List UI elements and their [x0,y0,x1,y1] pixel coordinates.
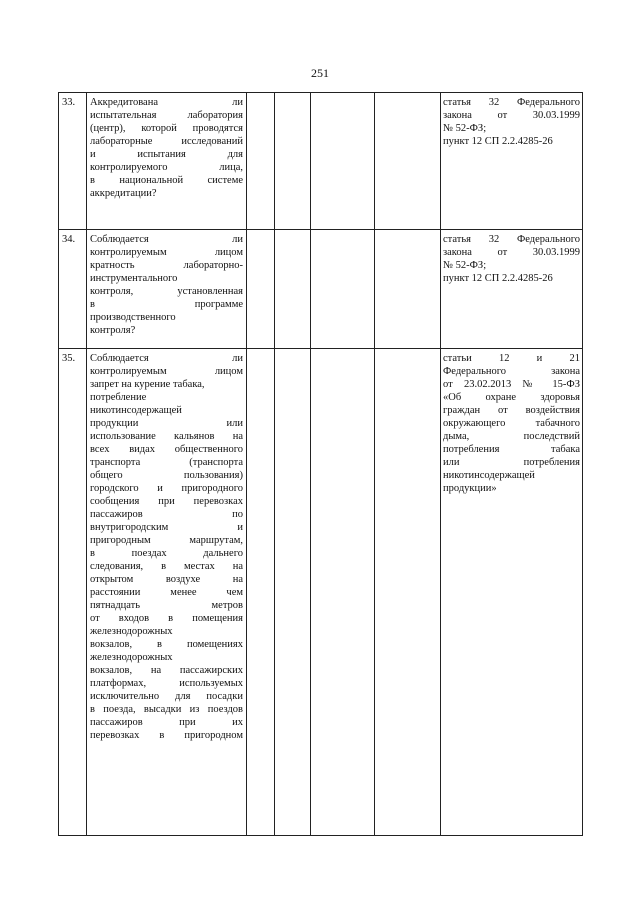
question-line: Аккредитована ли [90,97,243,108]
question-line: железнодорожных [90,652,173,663]
reference-cell [441,230,583,349]
row-number: 34. [59,230,87,349]
yes-cell[interactable] [247,349,275,836]
reference-line: потребления табака [443,444,580,455]
question-line: продукции или [90,418,243,429]
question-line: исключительно для посадки [90,691,243,702]
reference-line: № 52-ФЗ; [443,260,487,271]
not-applicable-cell[interactable] [311,93,375,230]
question-line: в поезда, высадки из поездов [90,704,243,715]
question-line: транспорта (транспорта [90,457,243,468]
question-line: платформах, используемых [90,678,243,689]
note-cell[interactable] [375,93,441,230]
question-line: контролируемого лица, [90,162,243,173]
no-cell[interactable] [275,93,311,230]
row-number: 35. [59,349,87,836]
reference-line: статья 32 Федерального [443,97,580,108]
question-line: вокзалов, в помещениях [90,639,243,650]
question-line: запрет на курение табака, [90,379,205,390]
table-row [59,230,583,349]
note-cell[interactable] [375,349,441,836]
question-line: от входов в помещения [90,613,243,624]
question-line: контроля? [90,325,136,336]
reference-line: закона от 30.03.1999 [443,110,580,121]
reference-line: № 52-ФЗ; [443,123,487,134]
question-line: инструментального [90,273,178,284]
question-line: лабораторные исследований [90,136,243,147]
question-line: потребление [90,392,147,403]
question-line: и испытания для [90,149,243,160]
question-line: перевозках в пригородном [90,730,243,741]
reference-line: пункт 12 СП 2.2.4285-26 [443,273,553,284]
no-cell[interactable] [275,349,311,836]
question-line: использование кальянов на [90,431,243,442]
reference-line: Федерального закона [443,366,580,377]
question-line: кратность лабораторно- [90,260,243,271]
question-line: в программе [90,299,243,310]
reference-line: пункт 12 СП 2.2.4285-26 [443,136,553,147]
yes-cell[interactable] [247,93,275,230]
reference-line: граждан от воздействия [443,405,580,416]
question-line: вокзалов, на пассажирских [90,665,243,676]
question-line: общего пользования) [90,470,243,481]
question-line: пригородным маршрутам, [90,535,243,546]
reference-line: статья 32 Федерального [443,234,580,245]
question-line: в национальной системе [90,175,243,186]
question-line: аккредитации? [90,188,157,199]
question-line: производственного [90,312,176,323]
question-line: в поездах дальнего [90,548,243,559]
question-cell [87,93,247,230]
question-line: пятнадцать метров [90,600,243,611]
reference-line: или потребления [443,457,580,468]
yes-cell[interactable] [247,230,275,349]
reference-line: «Об охране здоровья [443,392,580,403]
reference-line: окружающего табачного [443,418,580,429]
note-cell[interactable] [375,230,441,349]
question-line: Соблюдается ли [90,234,243,245]
checklist-table [58,92,583,836]
question-line: пассажиров при их [90,717,243,728]
question-line: контролируемым лицом [90,247,243,258]
page-number: 251 [311,66,329,80]
table-row [59,93,583,230]
question-line: железнодорожных [90,626,173,637]
question-line: никотинсодержащей [90,405,182,416]
question-line: пассажиров по [90,509,243,520]
reference-line: никотинсодержащей [443,470,535,481]
question-line: сообщения при перевозках [90,496,243,507]
question-cell [87,349,247,836]
question-line: открытом воздухе на [90,574,243,585]
question-line: испытательная лаборатория [90,110,243,121]
reference-cell [441,93,583,230]
not-applicable-cell[interactable] [311,230,375,349]
question-line: контроля, установленная [90,286,243,297]
reference-cell [441,349,583,836]
not-applicable-cell[interactable] [311,349,375,836]
question-line: следования, в местах на [90,561,243,572]
question-cell [87,230,247,349]
reference-line: закона от 30.03.1999 [443,247,580,258]
row-number: 33. [59,93,87,230]
reference-line: статьи 12 и 21 [443,353,580,364]
question-line: внутригородским и [90,522,243,533]
question-line: Соблюдается ли [90,353,243,364]
no-cell[interactable] [275,230,311,349]
table-row [59,349,583,836]
question-line: всех видах общественного [90,444,243,455]
reference-line: от 23.02.2013 № 15-ФЗ [443,379,580,390]
reference-line: продукции» [443,483,497,494]
reference-line: дыма, последствий [443,431,580,442]
question-line: контролируемым лицом [90,366,243,377]
question-line: расстоянии менее чем [90,587,243,598]
question-line: городского и пригородного [90,483,243,494]
question-line: (центр), которой проводятся [90,123,243,134]
